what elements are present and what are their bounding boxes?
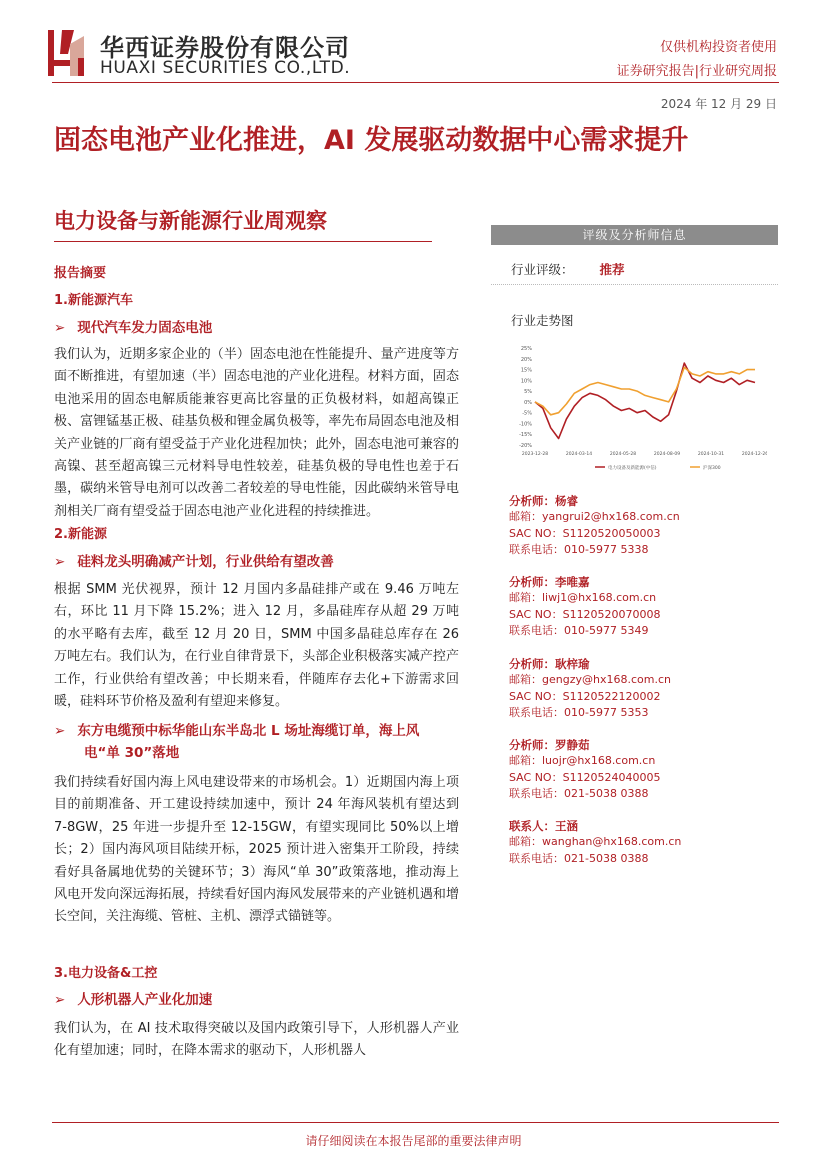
- x-tick-label: 2024-03-14: [565, 452, 593, 457]
- x-tick-label: 2024-12-26: [741, 452, 767, 457]
- summary-heading: 报告摘要: [54, 266, 107, 281]
- subtitle-divider: [54, 241, 432, 242]
- analyst-role: 分析师：: [509, 657, 555, 671]
- arrow-icon: ➢: [54, 723, 66, 739]
- analyst-phone: 联系电话：010-5977 5349: [509, 624, 649, 637]
- arrow-icon: ➢: [54, 992, 66, 1008]
- section-3-paragraph: 我们认为，在 AI 技术取得突破以及国内政策引导下，人形机器人产业化有望加速；同时，在降本需求的驱动下，人形机器人: [54, 1021, 459, 1059]
- x-tick-label: 2024-10-31: [697, 452, 725, 457]
- footer-divider: [52, 1122, 779, 1123]
- bullet-text-line-1: 东方电缆预中标华能山东半岛北 L 场址海缆订单，海上风: [77, 723, 420, 739]
- contact-role: 联系人：: [509, 819, 555, 833]
- analyst-name-line: [509, 656, 671, 672]
- section-2-paragraph-1: 根据 SMM 光伏视界，预计 12 月国内多晶硅排产或在 9.46 万吨左右，环比 11 月下降 15.2%；进入 12 月，多晶硅库存从超 29 万吨的水平略有去库，截至 12 月 20 日，SMM 中国多晶硅总库存在 26 万吨左右。我们认为，在行业自律背景下，头部企业积极落实减产控产工作，行业供给有望改善；中长期来看，伴随库存去化+下游需求回暖，硅料环节价格及盈利有望迎来修复。: [54, 582, 459, 710]
- y-tick-label: -5%: [522, 410, 532, 417]
- trend-chart: [505, 340, 767, 484]
- rating-divider: [491, 284, 778, 285]
- rating-panel-header: 评级及分析师信息: [491, 225, 778, 245]
- section-2-title: 2.新能源: [54, 527, 107, 542]
- bullet-text: 硅料龙头明确减产计划，行业供给有望改善: [77, 554, 334, 570]
- contact-phone: 联系电话：021-5038 0388: [509, 851, 649, 865]
- section-2-paragraph-2: 我们持续看好国内海上风电建设带来的市场机会。1）近期国内海上项目的前期准备、开工建设持续加速中，预计 24 年海风装机有望达到 7-8GW，25 年进一步提升至 12-15GW，有望实现同比 50%以上增长；2）国内海风项目陆续开标，2025 预计进入密集开工阶段，持续看好具备属地优势的关键环节；3）海风“单 30”政策落地，推动海上风电开发向深远海拓展，持续看好国内海风发展带来的产业链机遇和增长空间，关注海缆、管桩、主机、漂浮式锚链等。: [54, 775, 459, 925]
- analyst-name: 耿梓瑜: [555, 657, 590, 671]
- section-1-bullet-1: [54, 316, 459, 336]
- series-line-2: [535, 367, 755, 414]
- analyst-name-line: [509, 737, 661, 753]
- analyst-sac: SAC NO：S1120524040005: [509, 770, 661, 784]
- section-1-paragraph: 我们认为，近期多家企业的（半）固态电池在性能提升、量产进度等方面不断推进，有望加速（半）固态电池的产业化进程。材料方面，固态电池采用的固态电解质能兼容更高比容量的正负极材料，如超高镍正极、富锂锰基正极、硅基负极和锂金属负极等，率先布局固态电池及相关产业链的厂商有望受益于产业化进程加快；此外，固态电池可兼容的高镍、甚至超高镍三元材料导电性较差，硅基负极的导电性也差于石墨，碳纳米管导电剂可以改善二者较差的导电性能，因此碳纳米管导电剂相关厂商有望受益于固态电池产业化进程的持续推进。: [54, 347, 459, 519]
- arrow-icon: ➢: [54, 320, 66, 336]
- legal-footer: 请仔细阅读在本报告尾部的重要法律声明: [305, 1134, 522, 1148]
- y-tick-label: -15%: [519, 432, 532, 439]
- contact-name: 王涵: [555, 819, 578, 833]
- analyst-email: 邮箱：gengzy@hx168.com.cn: [509, 673, 671, 686]
- rating-value: 推荐: [599, 262, 625, 277]
- analyst-block-3: [509, 656, 671, 722]
- analyst-role: 分析师：: [509, 738, 555, 752]
- x-tick-label: 2024-08-09: [653, 452, 681, 457]
- x-tick-label: 2023-12-28: [521, 452, 549, 457]
- y-tick-label: -10%: [519, 421, 532, 428]
- analyst-name-line: [509, 493, 680, 509]
- bullet-text-line-2: 电“单 30”落地: [84, 745, 180, 761]
- bullet-text: 现代汽车发力固态电池: [77, 320, 213, 336]
- analyst-name-line: [509, 574, 661, 590]
- section-1-title: 1.新能源汽车: [54, 293, 133, 308]
- analyst-block-2: [509, 574, 661, 640]
- y-tick-label: 20%: [520, 356, 532, 363]
- analyst-phone: 联系电话：010-5977 5353: [509, 706, 649, 719]
- x-tick-label: 2024-05-28: [609, 452, 637, 457]
- contact-block: [509, 818, 681, 867]
- legend-label-2: 沪深300: [703, 466, 721, 471]
- analyst-sac: SAC NO：S1120522120002: [509, 689, 661, 703]
- analyst-sac: SAC NO：S1120520050003: [509, 526, 661, 540]
- rating-label: 行业评级：: [511, 262, 574, 277]
- analyst-email: 邮箱：liwj1@hx168.com.cn: [509, 591, 657, 604]
- analyst-name: 李唯嘉: [555, 575, 590, 589]
- analyst-sac: SAC NO：S1120520070008: [509, 607, 661, 621]
- analyst-email: 邮箱：yangrui2@hx168.com.cn: [509, 510, 680, 523]
- trend-chart-label: 行业走势图: [511, 313, 574, 328]
- analyst-block-1: [509, 493, 680, 559]
- report-title: 固态电池产业化推进，AI 发展驱动数据中心需求提升: [54, 125, 689, 156]
- analyst-name: 杨睿: [555, 494, 578, 508]
- y-tick-label: 10%: [520, 378, 532, 385]
- contact-name-line: [509, 818, 681, 834]
- contact-email: 邮箱：wanghan@hx168.com.cn: [509, 835, 682, 848]
- section-2-bullet-2: [54, 720, 459, 764]
- industry-rating: [511, 260, 625, 278]
- analyst-block-4: [509, 737, 661, 803]
- analyst-phone: 联系电话：010-5977 5338: [509, 543, 649, 556]
- y-tick-label: 0%: [524, 399, 532, 406]
- company-name-en: HUAXI SECURITIES CO.,LTD.: [100, 58, 351, 78]
- y-tick-label: -20%: [519, 443, 532, 449]
- y-tick-label: 5%: [524, 389, 532, 396]
- analyst-phone: 联系电话：021-5038 0388: [509, 787, 649, 800]
- trend-chart-svg: [505, 340, 767, 480]
- y-tick-label: 15%: [520, 367, 532, 374]
- analyst-email: 邮箱：luojr@hx168.com.cn: [509, 754, 656, 767]
- report-type: 证券研究报告|行业研究周报: [616, 64, 777, 79]
- section-2-bullet-1: [54, 550, 459, 570]
- report-date: 2024 年 12 月 29 日: [660, 97, 777, 111]
- y-tick-label: 25%: [520, 346, 532, 352]
- company-logo: [48, 30, 92, 76]
- legend-label-1: 电力设备及新能源(中信): [608, 466, 657, 471]
- section-3-bullet-1: [54, 988, 459, 1008]
- section-3-title: 3.电力设备&工控: [54, 966, 158, 981]
- restriction-note: 仅供机构投资者使用: [659, 40, 777, 55]
- arrow-icon: ➢: [54, 554, 66, 570]
- company-name-cn: 华西证券股份有限公司: [100, 34, 350, 62]
- analyst-role: 分析师：: [509, 494, 555, 508]
- bullet-text: 人形机器人产业化加速: [77, 992, 213, 1008]
- header-divider: [52, 82, 779, 83]
- report-subtitle: 电力设备与新能源行业周观察: [54, 209, 327, 233]
- analyst-name: 罗静茹: [555, 738, 590, 752]
- analyst-role: 分析师：: [509, 575, 555, 589]
